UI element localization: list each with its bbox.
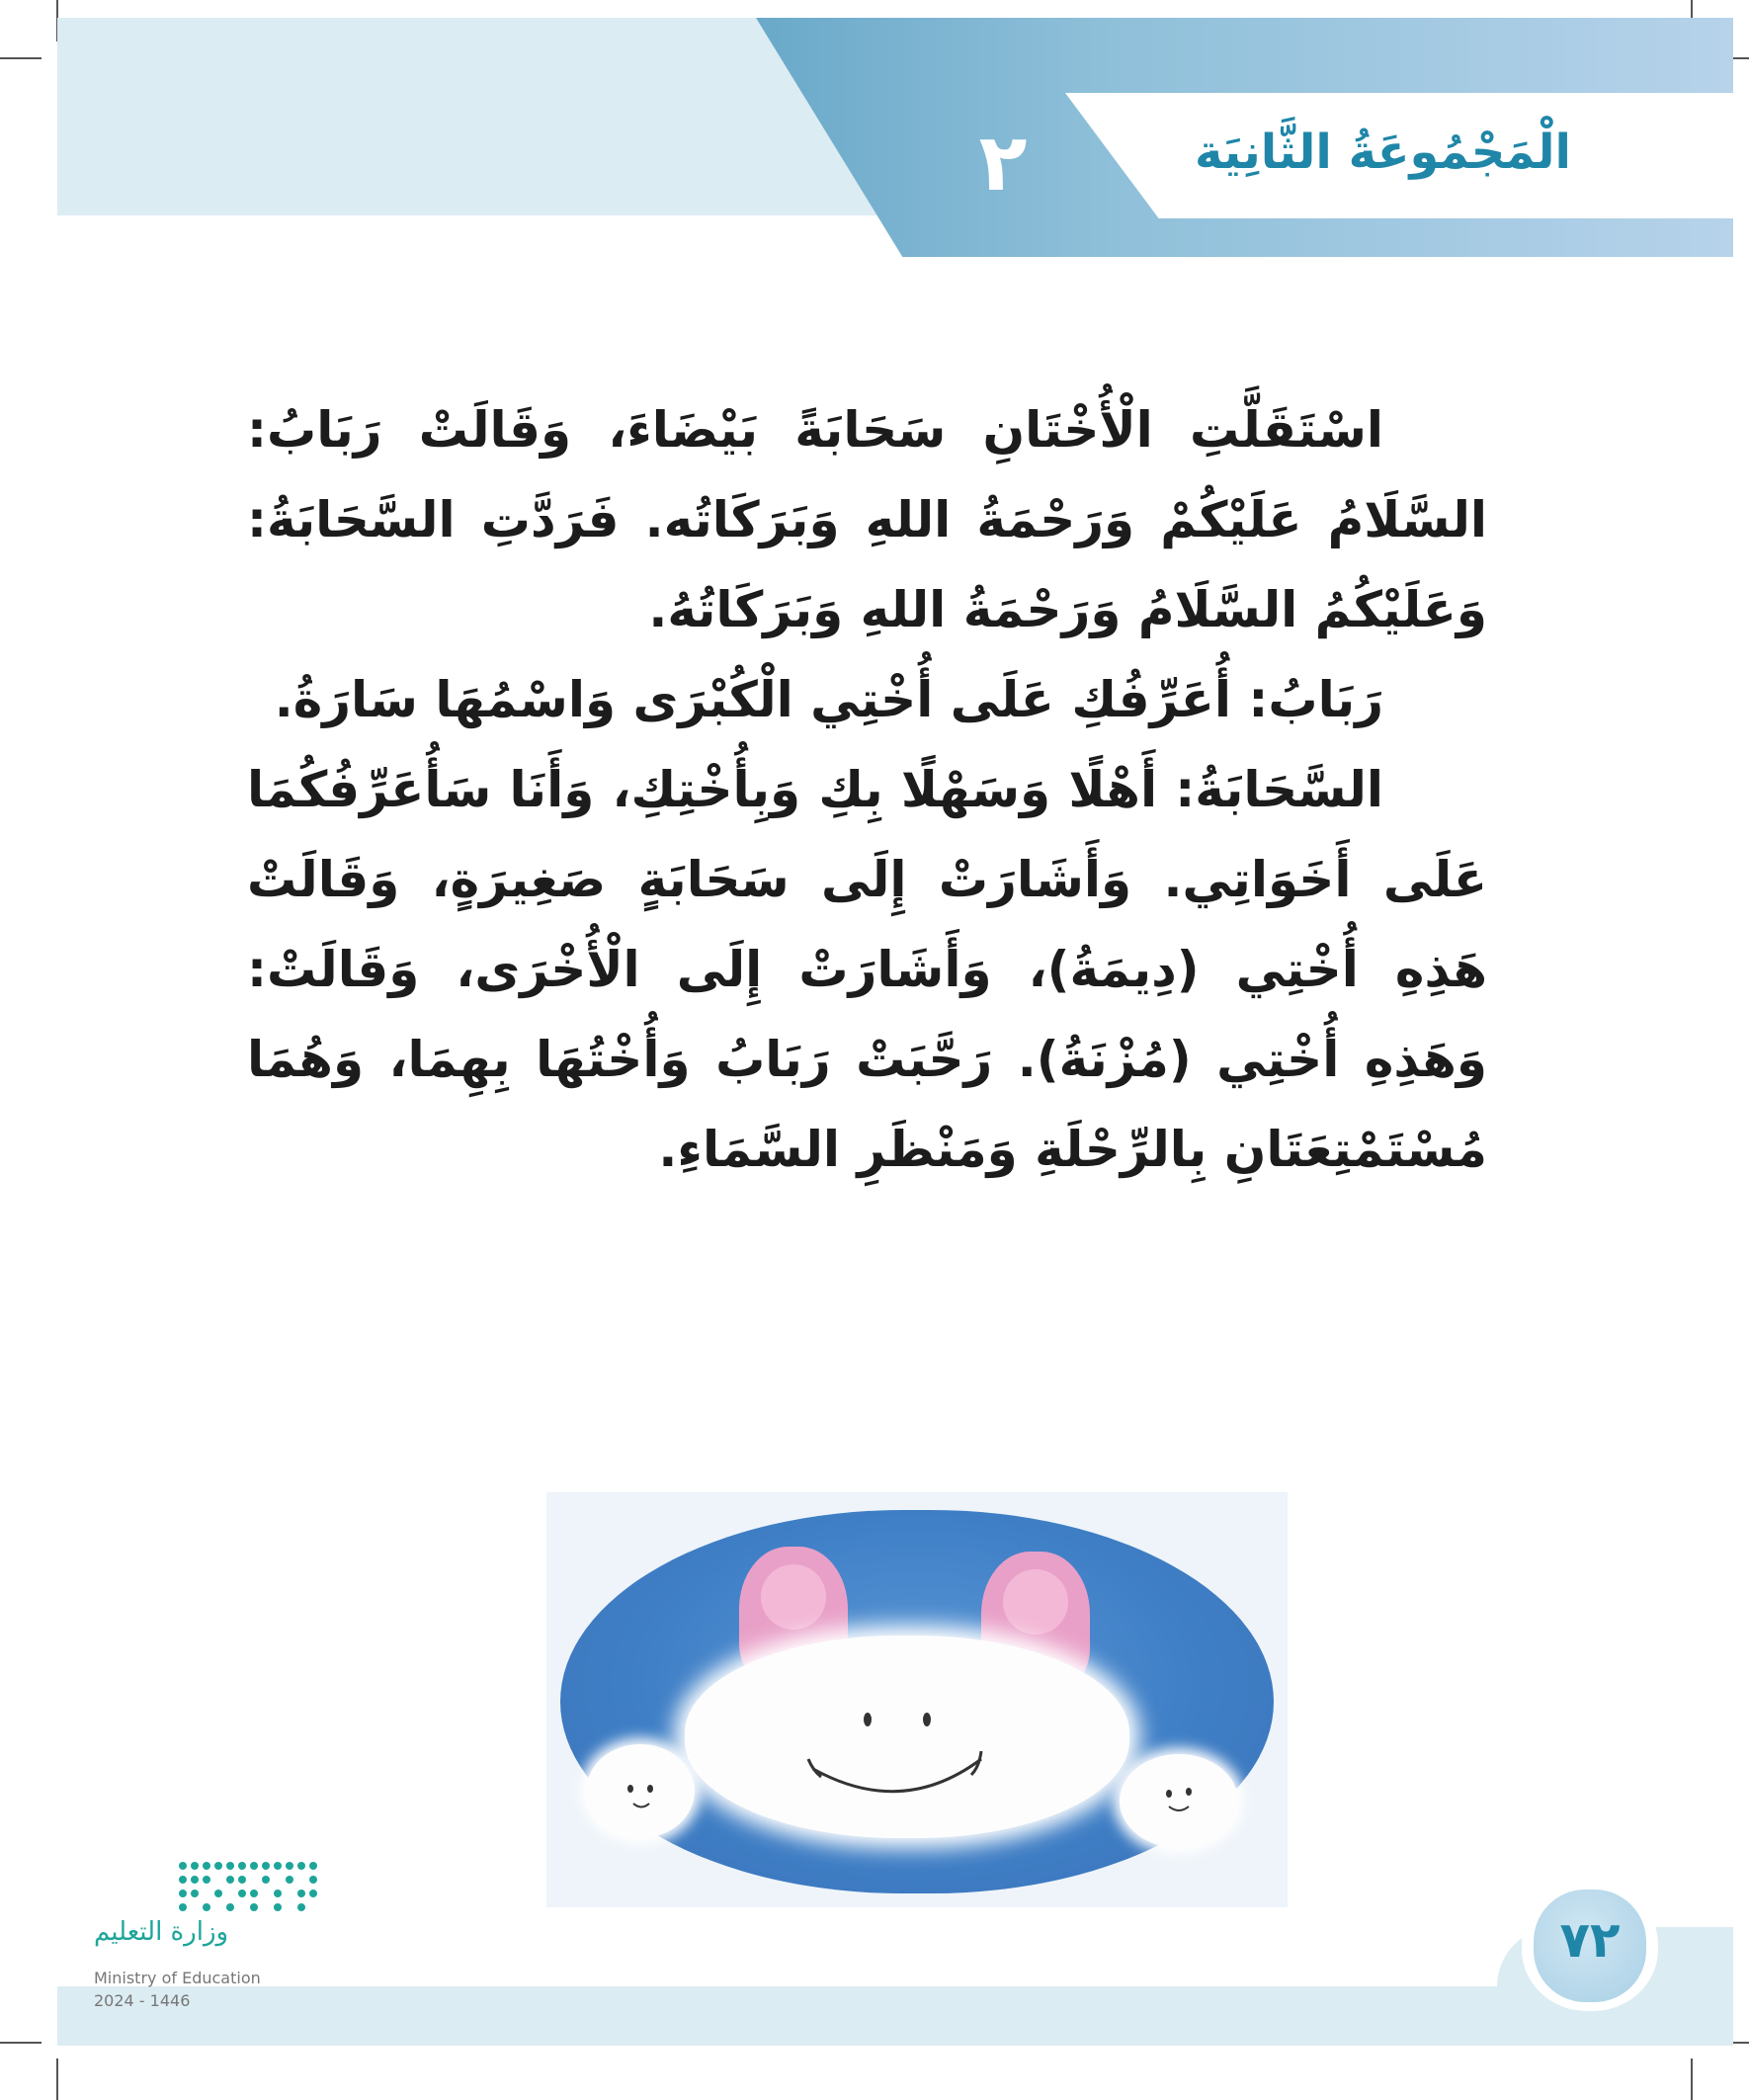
ministry-name-english: Ministry of Education [94,1969,261,1987]
story-paragraph: رَبَابُ: أُعَرِّفُكِ عَلَى أُخْتِي الْكُبْرَى وَاسْمُهَا سَارَةُ. [274,671,1383,728]
story-paragraph: السَّحَابَةُ: أَهْلًا وَسَهْلًا بِكِ وَبِأُخْتِكِ، وَأَنَا سَأُعَرِّفُكُمَا عَلَى أَخَوَاتِي. وَأَشَارَتْ إِلَى سَحَابَةٍ صَغِيرَةٍ، وَقَالَتْ هَذِهِ أُخْتِي (دِيمَةُ)، وَأَشَارَتْ إِلَى الْأُخْرَى، وَقَالَتْ: وَهَذِهِ أُخْتِي (مُزْنَةُ). رَحَّبَتْ رَبَابُ وَأُخْتُهَا بِهِمَا، وَهُمَا مُسْتَمْتِعَتَانِ بِالرِّحْلَةِ وَمَنْظَرِ السَّمَاءِ. [247,761,1487,1178]
cloud-illustration [546,1492,1288,1907]
page-number: ٧٢ [1559,1911,1621,1969]
unit-title: الْمَجْمُوعَةُ الثَّانِيَة [1195,125,1571,180]
unit-number: ٢ [978,117,1028,209]
crop-mark [0,2042,42,2044]
story-paragraph: اسْتَقَلَّتِ الْأُخْتَانِ سَحَابَةً بَيْضَاءَ، وَقَالَتْ رَبَابُ: السَّلَامُ عَلَيْكُمْ وَرَحْمَةُ اللهِ وَبَرَكَاتُه. فَرَدَّتِ السَّحَابَةُ: وَعَلَيْكُمُ السَّلَامُ وَرَحْمَةُ اللهِ وَبَرَكَاتُهُ. [247,401,1487,638]
crop-mark [56,2058,58,2100]
footer-band [57,1986,1733,2046]
cloud-smile-drawing [546,1492,1288,1907]
story-text [247,385,1487,1195]
edition-year: 2024 - 1446 [94,1991,191,2010]
ministry-logo-icon [94,1858,351,1917]
crop-mark [0,57,42,59]
crop-mark [1691,2058,1693,2100]
ministry-name-arabic: وزارة التعليم [94,1917,229,1947]
